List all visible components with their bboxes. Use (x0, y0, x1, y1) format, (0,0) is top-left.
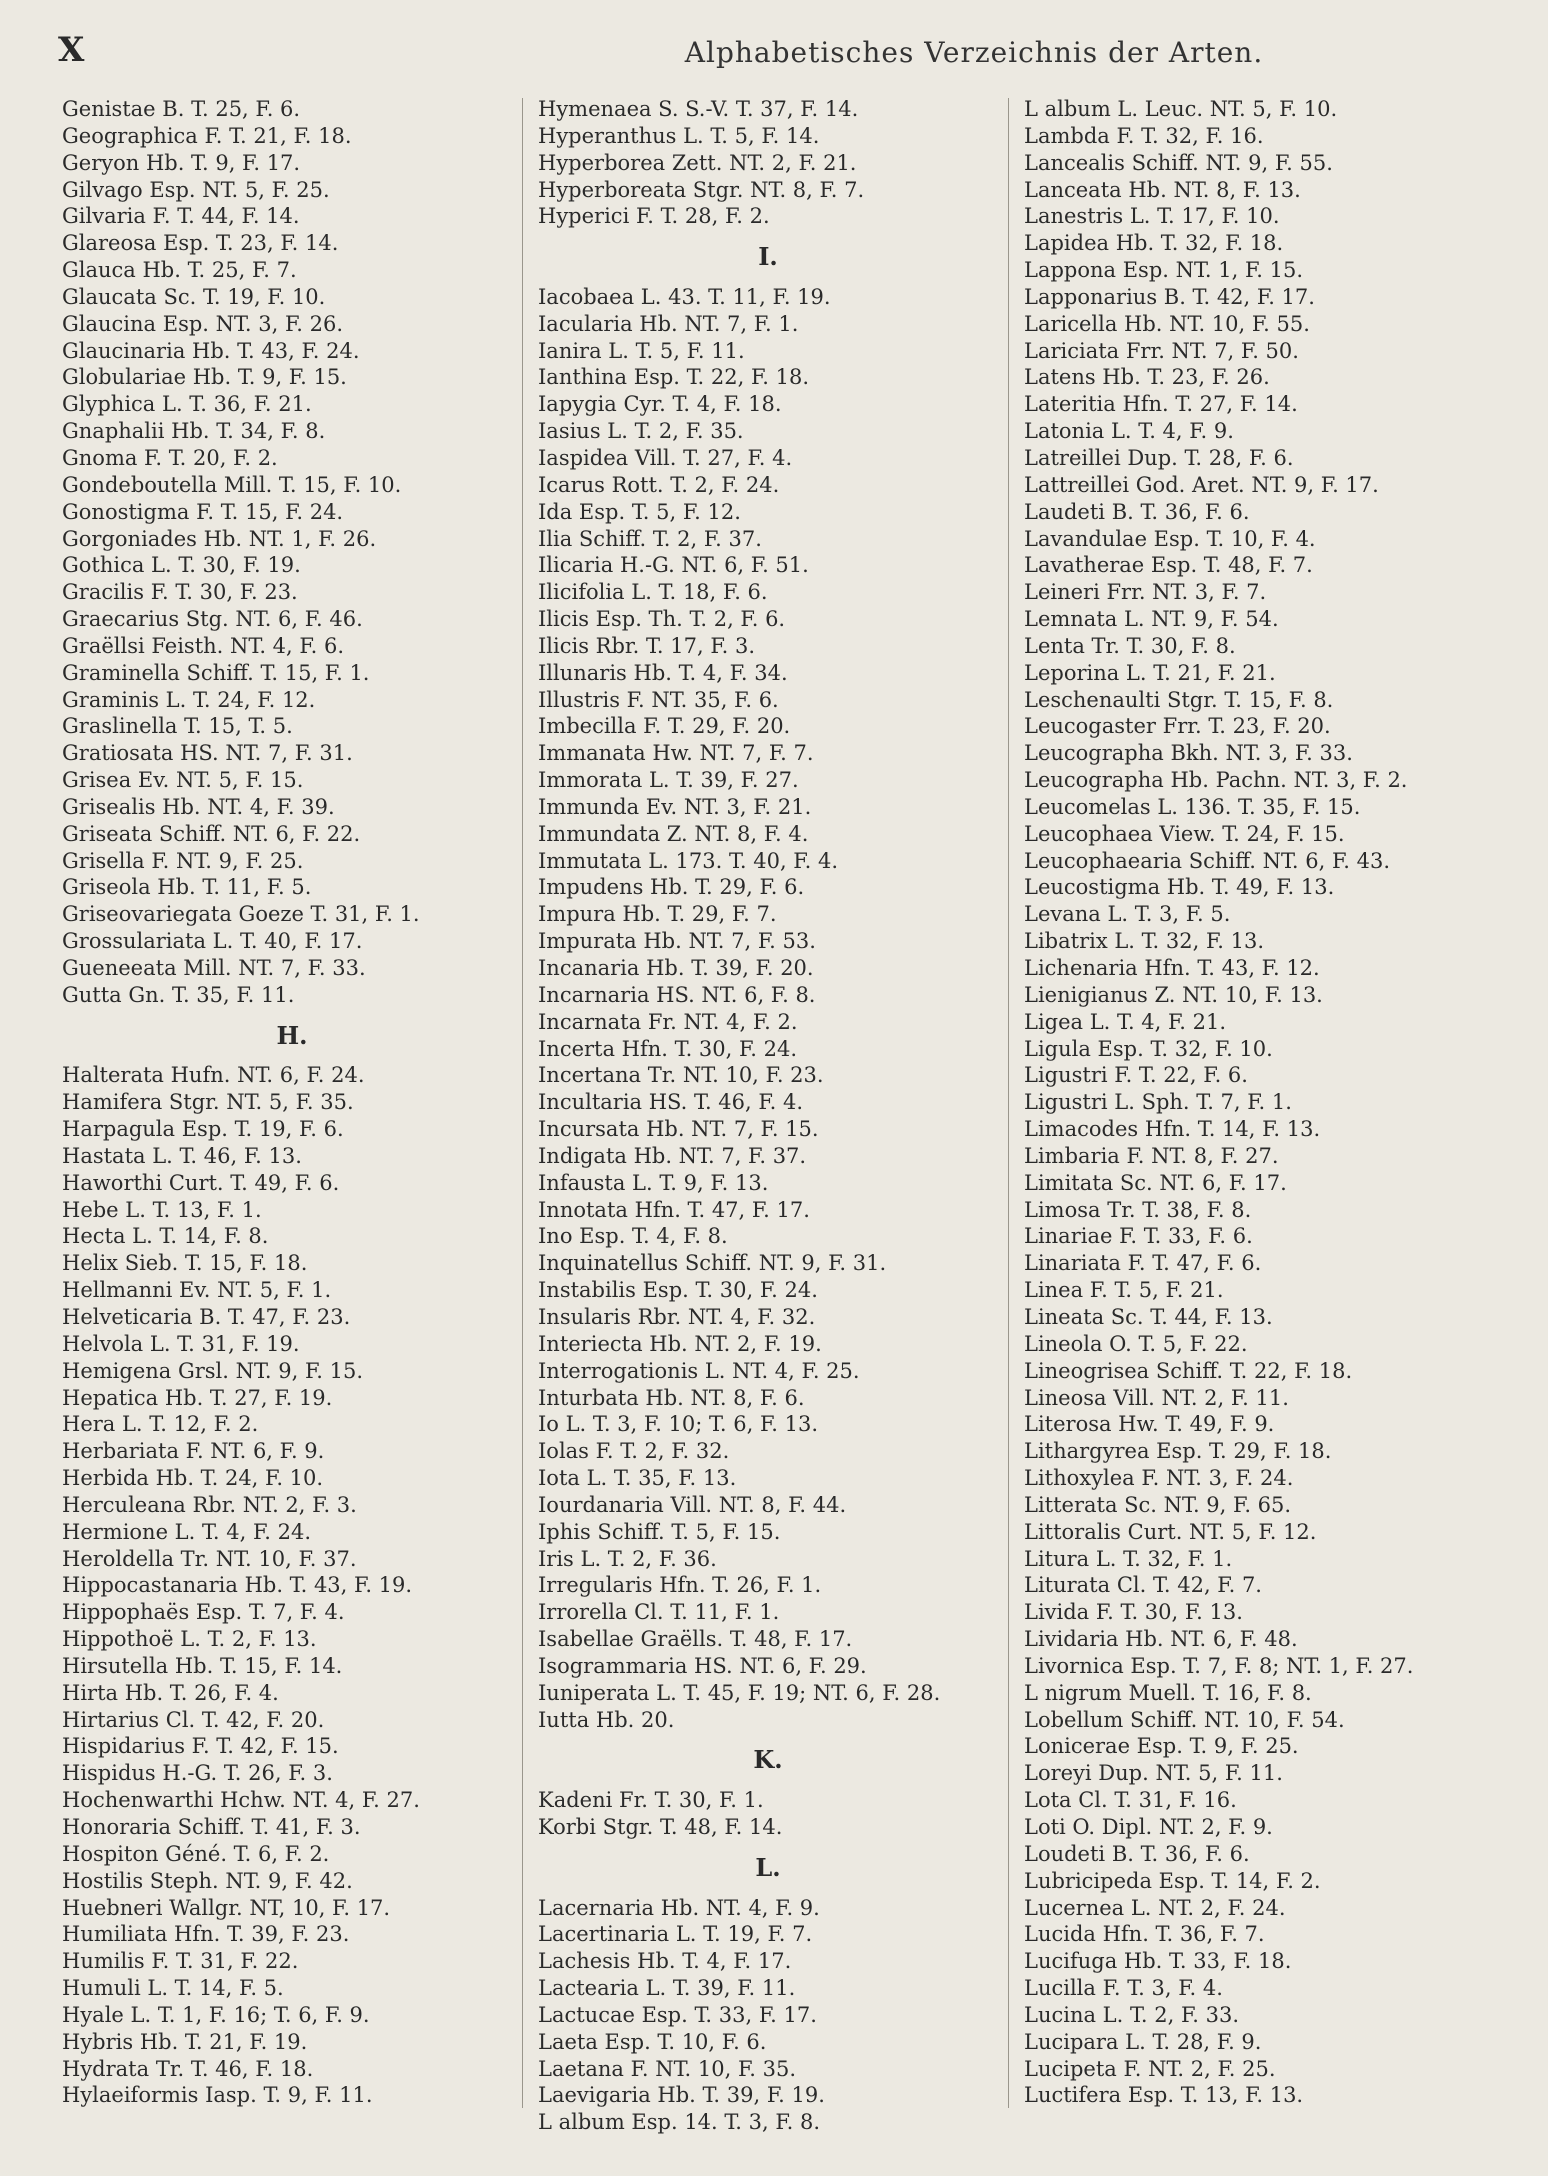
index-entry: Loudeti B. T. 36, F. 6. (1024, 1841, 1250, 1866)
index-entry: Geographica F. T. 21, F. 18. (62, 123, 352, 148)
index-entry: Iphis Schiff. T. 5, F. 15. (538, 1519, 781, 1544)
index-entry: Graslinella T. 15, T. 5. (62, 714, 293, 739)
index-entry: Hochenwarthi Hchw. NT. 4, F. 27. (62, 1788, 420, 1813)
index-entry: Infausta L. T. 9, F. 13. (538, 1170, 769, 1195)
index-entry: Iacularia Hb. NT. 7, F. 1. (538, 311, 799, 336)
index-entry: Hispidus H.-G. T. 26, F. 3. (62, 1761, 333, 1786)
index-entry: Lenta Tr. T. 30, F. 8. (1024, 633, 1236, 658)
index-entry: Herbariata F. NT. 6, F. 9. (62, 1439, 325, 1464)
index-entry: Lineogrisea Schiff. T. 22, F. 18. (1024, 1358, 1353, 1383)
index-entry: Lateritia Hfn. T. 27, F. 14. (1024, 392, 1298, 417)
index-entry: Indigata Hb. NT. 7, F. 37. (538, 1143, 807, 1168)
index-entry: Gueneeata Mill. NT. 7, F. 33. (62, 956, 366, 980)
index-entry: Incanaria Hb. T. 39, F. 20. (538, 956, 814, 980)
index-column-1 (62, 96, 522, 2109)
index-entry: Leucographa Bkh. NT. 3, F. 33. (1024, 741, 1353, 766)
index-entry: Graëllsi Feisth. NT. 4, F. 6. (62, 633, 345, 658)
index-entry: Kadeni Fr. T. 30, F. 1. (538, 1788, 764, 1813)
index-entry: Hospiton Géné. T. 6, F. 2. (62, 1841, 330, 1866)
index-entry: Limosa Tr. T. 38, F. 8. (1024, 1197, 1252, 1222)
index-entry: Lonicerae Esp. T. 9, F. 25. (1024, 1734, 1299, 1759)
index-entry: Lattreillei God. Aret. NT. 9, F. 17. (1024, 472, 1379, 497)
index-entry: Latonia L. T. 4, F. 9. (1024, 419, 1234, 444)
index-entry: Hepatica Hb. T. 27, F. 19. (62, 1385, 333, 1410)
column-divider (522, 98, 523, 2108)
index-entry: Griseovariegata Goeze T. 31, F. 1. (62, 902, 420, 927)
index-entry: Irrorella Cl. T. 11, F. 1. (538, 1600, 780, 1625)
index-entry: Io L. T. 3, F. 10; T. 6, F. 13. (538, 1412, 819, 1437)
index-entry: Glaucata Sc. T. 19, F. 10. (62, 284, 326, 309)
index-entry: Glauca Hb. T. 25, F. 7. (62, 258, 297, 283)
index-entry: Korbi Stgr. T. 48, F. 14. (538, 1815, 783, 1839)
index-entry: Lividaria Hb. NT. 6, F. 48. (1024, 1627, 1298, 1652)
index-entry: Huebneri Wallgr. NT, 10, F. 17. (62, 1895, 391, 1920)
index-entry: Iuniperata L. T. 45, F. 19; NT. 6, F. 28. (538, 1680, 941, 1705)
index-entry: Hybris Hb. T. 21, F. 19. (62, 2029, 308, 2054)
index-entry: Interiecta Hb. NT. 2, F. 19. (538, 1331, 822, 1356)
index-entry: Hellmanni Ev. NT. 5, F. 1. (62, 1278, 332, 1303)
index-entry: Lapidea Hb. T. 32, F. 18. (1024, 231, 1284, 256)
index-entry: Hyperboreata Stgr. NT. 8, F. 7. (538, 177, 865, 202)
index-entry: Lobellum Schiff. NT. 10, F. 54. (1024, 1707, 1345, 1732)
index-entry: Grisella F. NT. 9, F. 25. (62, 848, 304, 873)
index-entry: Laeta Esp. T. 10, F. 6. (538, 2029, 767, 2054)
index-entry: Humiliata Hfn. T. 39, F. 23. (62, 1922, 350, 1947)
index-entry: Lithoxylea F. NT. 3, F. 24. (1024, 1466, 1294, 1491)
index-entry: Graminis L. T. 24, F. 12. (62, 687, 316, 712)
index-entry: Griseata Schiff. NT. 6, F. 22. (62, 821, 361, 846)
index-entry: Ida Esp. T. 5, F. 12. (538, 499, 741, 524)
index-entry: Limitata Sc. NT. 6, F. 17. (1024, 1170, 1287, 1195)
index-entry: Irregularis Hfn. T. 26, F. 1. (538, 1573, 822, 1598)
index-entry: Leschenaulti Stgr. T. 15, F. 8. (1024, 687, 1334, 712)
index-entry: Laudeti B. T. 36, F. 6. (1024, 499, 1250, 524)
section-letter-heading: K. (753, 1745, 783, 1775)
index-entry: Ianira L. T. 5, F. 11. (538, 338, 745, 363)
index-entry: Lancealis Schiff. NT. 9, F. 55. (1024, 150, 1333, 175)
index-entry: Levana L. T. 3, F. 5. (1024, 902, 1231, 927)
index-entry: Lucilla F. T. 3, F. 4. (1024, 1976, 1223, 2001)
index-entry: Lavandulae Esp. T. 10, F. 4. (1024, 526, 1316, 551)
index-entry: Hirtarius Cl. T. 42, F. 20. (62, 1707, 325, 1732)
index-entry: Ligustri F. T. 22, F. 6. (1024, 1063, 1248, 1088)
index-column-3 (1024, 96, 1484, 2109)
index-entry: Haworthi Curt. T. 49, F. 6. (62, 1170, 340, 1195)
index-entry: Gnoma F. T. 20, F. 2. (62, 445, 278, 470)
index-entry: Iacobaea L. 43. T. 11, F. 19. (538, 284, 831, 309)
index-entry: Halterata Hufn. NT. 6, F. 24. (62, 1063, 365, 1088)
index-entry: Ilia Schiff. T. 2, F. 37. (538, 526, 762, 551)
index-entry: Ilicaria H.-G. NT. 6, F. 51. (538, 553, 809, 578)
index-entry: Limbaria F. NT. 8, F. 27. (1024, 1143, 1279, 1168)
index-entry: Helix Sieb. T. 15, F. 18. (62, 1251, 308, 1276)
index-entry: Loreyi Dup. NT. 5, F. 11. (1024, 1761, 1283, 1786)
index-entry: Hirta Hb. T. 26, F. 4. (62, 1680, 279, 1705)
index-entry: Icarus Rott. T. 2, F. 24. (538, 472, 780, 497)
index-entry: Herculeana Rbr. NT. 2, F. 3. (62, 1492, 357, 1517)
index-entry: Leucomelas L. 136. T. 35, F. 15. (1024, 794, 1361, 819)
index-entry: Gilvago Esp. NT. 5, F. 25. (62, 177, 330, 202)
index-entry: Innotata Hfn. T. 47, F. 17. (538, 1197, 810, 1222)
index-entry: Lichenaria Hfn. T. 43, F. 12. (1024, 956, 1320, 980)
index-entry: Lineola O. T. 5, F. 22. (1024, 1331, 1248, 1356)
index-entry: Griseola Hb. T. 11, F. 5. (62, 875, 312, 900)
index-entry: Hamifera Stgr. NT. 5, F. 35. (62, 1090, 354, 1115)
index-entry: Liturata Cl. T. 42, F. 7. (1024, 1573, 1262, 1598)
index-entry: Libatrix L. T. 32, F. 13. (1024, 929, 1265, 954)
index-entry: Hemigena Grsl. NT. 9, F. 15. (62, 1358, 364, 1383)
index-entry: Impura Hb. T. 29, F. 7. (538, 902, 777, 927)
index-entry: Ligustri L. Sph. T. 7, F. 1. (1024, 1090, 1292, 1115)
index-entry: Grisealis Hb. NT. 4, F. 39. (62, 794, 335, 819)
column-divider (1008, 98, 1009, 2108)
index-entry: Geryon Hb. T. 9, F. 17. (62, 150, 301, 175)
index-entry: Hyperanthus L. T. 5, F. 14. (538, 123, 820, 148)
index-entry: Lubricipeda Esp. T. 14, F. 2. (1024, 1868, 1321, 1893)
index-entry: Leucogaster Frr. T. 23, F. 20. (1024, 714, 1331, 739)
index-entry: Lappona Esp. NT. 1, F. 15. (1024, 258, 1304, 283)
index-entry: Glareosa Esp. T. 23, F. 14. (62, 231, 339, 256)
index-entry: Ianthina Esp. T. 22, F. 18. (538, 365, 810, 390)
index-entry: Lucipeta F. NT. 2, F. 25. (1024, 2056, 1276, 2081)
index-entry: L nigrum Muell. T. 16, F. 8. (1024, 1680, 1312, 1705)
index-entry: Incultaria HS. T. 46, F. 4. (538, 1090, 804, 1115)
section-letter-heading: H. (276, 1020, 308, 1050)
index-entry: Incursata Hb. NT. 7, F. 15. (538, 1117, 819, 1142)
page-title: Alphabetisches Verzeichnis der Arten. (684, 36, 1264, 69)
index-entry: Grossulariata L. T. 40, F. 17. (62, 929, 363, 954)
index-entry: Lavatherae Esp. T. 48, F. 7. (1024, 553, 1313, 578)
index-entry: Hebe L. T. 13, F. 1. (62, 1197, 262, 1222)
index-entry: Honoraria Schiff. T. 41, F. 3. (62, 1815, 361, 1839)
index-entry: Gutta Gn. T. 35, F. 11. (62, 982, 295, 1007)
index-entry: Ino Esp. T. 4, F. 8. (538, 1224, 728, 1249)
index-entry: Lambda F. T. 32, F. 16. (1024, 123, 1264, 148)
index-entry: Hylaeiformis Iasp. T. 9, F. 11. (62, 2083, 373, 2108)
index-entry: Gilvaria F. T. 44, F. 14. (62, 204, 300, 229)
index-entry: Helveticaria B. T. 47, F. 23. (62, 1304, 351, 1329)
index-entry: Hostilis Steph. NT. 9, F. 42. (62, 1868, 353, 1893)
index-entry: Latens Hb. T. 23, F. 26. (1024, 365, 1270, 390)
index-entry: Iris L. T. 2, F. 36. (538, 1546, 717, 1571)
index-entry: Luctifera Esp. T. 13, F. 13. (1024, 2083, 1304, 2108)
index-entry: Illustris F. NT. 35, F. 6. (538, 687, 779, 712)
index-entry: Gorgoniades Hb. NT. 1, F. 26. (62, 526, 377, 551)
index-entry: Hirsutella Hb. T. 15, F. 14. (62, 1653, 343, 1678)
index-entry: Leineri Frr. NT. 3, F. 7. (1024, 580, 1267, 605)
index-entry: Livornica Esp. T. 7, F. 8; NT. 1, F. 27. (1024, 1653, 1414, 1678)
section-letter-heading: L. (755, 1852, 781, 1882)
index-entry: Interrogationis L. NT. 4, F. 25. (538, 1358, 860, 1383)
index-entry: Glyphica L. T. 36, F. 21. (62, 392, 312, 417)
index-entry: Lucernea L. NT. 2, F. 24. (1024, 1895, 1286, 1920)
index-entry: Hyale L. T. 1, F. 16; T. 6, F. 9. (62, 2002, 370, 2027)
index-entry: Laetana F. NT. 10, F. 35. (538, 2056, 796, 2081)
index-entry: Imbecilla F. T. 29, F. 20. (538, 714, 791, 739)
index-entry: Helvola L. T. 31, F. 19. (62, 1331, 300, 1356)
index-entry: Literosa Hw. T. 49, F. 9. (1024, 1412, 1275, 1437)
index-entry: Lariciata Frr. NT. 7, F. 50. (1024, 338, 1299, 363)
index-entry: Harpagula Esp. T. 19, F. 6. (62, 1117, 344, 1142)
index-entry: Lacertinaria L. T. 19, F. 7. (538, 1922, 813, 1947)
index-entry: Incarnata Fr. NT. 4, F. 2. (538, 1009, 798, 1034)
index-entry: Gonostigma F. T. 15, F. 24. (62, 499, 344, 524)
index-entry: Leucostigma Hb. T. 49, F. 13. (1024, 875, 1335, 900)
page-number: X (58, 30, 86, 70)
index-entry: Linea F. T. 5, F. 21. (1024, 1278, 1224, 1303)
index-entry: Insularis Rbr. NT. 4, F. 32. (538, 1304, 816, 1329)
index-entry: Herbida Hb. T. 24, F. 10. (62, 1466, 324, 1491)
index-entry: Ligula Esp. T. 32, F. 10. (1024, 1036, 1273, 1061)
index-entry: Litterata Sc. NT. 9, F. 65. (1024, 1492, 1292, 1517)
index-entry: L album L. Leuc. NT. 5, F. 10. (1024, 97, 1338, 121)
index-entry: Lapponarius B. T. 42, F. 17. (1024, 284, 1315, 309)
index-entry: Iota L. T. 35, F. 13. (538, 1466, 737, 1491)
index-entry: Lactucae Esp. T. 33, F. 17. (538, 2002, 817, 2027)
index-entry: Lanceata Hb. NT. 8, F. 13. (1024, 177, 1301, 202)
index-entry: Glaucinaria Hb. T. 43, F. 24. (62, 338, 360, 363)
index-entry: Hermione L. T. 4, F. 24. (62, 1519, 312, 1544)
index-entry: Lucina L. T. 2, F. 33. (1024, 2002, 1239, 2027)
index-entry: Leucographa Hb. Pachn. NT. 3, F. 2. (1024, 768, 1408, 793)
index-entry: Laevigaria Hb. T. 39, F. 19. (538, 2083, 825, 2108)
index-entry: Immundata Z. NT. 8, F. 4. (538, 821, 809, 846)
index-entry: Ligea L. T. 4, F. 21. (1024, 1009, 1227, 1034)
index-entry: Graminella Schiff. T. 15, F. 1. (62, 660, 370, 685)
index-entry: Lemnata L. NT. 9, F. 54. (1024, 607, 1279, 632)
index-entry: Lota Cl. T. 31, F. 16. (1024, 1788, 1237, 1813)
index-entry: Latreillei Dup. T. 28, F. 6. (1024, 445, 1294, 470)
index-entry: Immanata Hw. NT. 7, F. 7. (538, 741, 814, 766)
index-entry: Iutta Hb. 20. (538, 1707, 675, 1732)
section-letter-heading: I. (758, 242, 778, 272)
index-entry: Leucophaearia Schiff. NT. 6, F. 43. (1024, 848, 1391, 873)
index-entry: Lucida Hfn. T. 36, F. 7. (1024, 1922, 1265, 1947)
index-entry: Isogrammaria HS. NT. 6, F. 29. (538, 1653, 867, 1678)
index-entry: Limacodes Hfn. T. 14, F. 13. (1024, 1117, 1321, 1142)
index-entry: Immutata L. 173. T. 40, F. 4. (538, 848, 838, 873)
index-entry: Lachesis Hb. T. 4, F. 17. (538, 1949, 792, 1974)
index-entry: Littoralis Curt. NT. 5, F. 12. (1024, 1519, 1317, 1544)
index-entry: Gnaphalii Hb. T. 34, F. 8. (62, 419, 326, 444)
index-entry: Hastata L. T. 46, F. 13. (62, 1143, 302, 1168)
index-entry: Impudens Hb. T. 29, F. 6. (538, 875, 805, 900)
index-entry: Instabilis Esp. T. 30, F. 24. (538, 1278, 818, 1303)
index-entry: Humilis F. T. 31, F. 22. (62, 1949, 299, 1974)
index-entry: Hippocastanaria Hb. T. 43, F. 19. (62, 1573, 413, 1598)
index-entry: Hera L. T. 12, F. 2. (62, 1412, 259, 1437)
index-entry: Lucipara L. T. 28, F. 9. (1024, 2029, 1262, 2054)
index-entry: Lineosa Vill. NT. 2, F. 11. (1024, 1385, 1289, 1410)
index-entry: Glaucina Esp. NT. 3, F. 26. (62, 311, 344, 336)
index-entry: Grisea Ev. NT. 5, F. 15. (62, 768, 304, 793)
index-entry: Incarnaria HS. NT. 6, F. 8. (538, 982, 816, 1007)
index-entry: Lineata Sc. T. 44, F. 13. (1024, 1304, 1273, 1329)
index-entry: Livida F. T. 30, F. 13. (1024, 1600, 1243, 1625)
index-entry: Genistae B. T. 25, F. 6. (62, 97, 301, 121)
index-entry: Globulariae Hb. T. 9, F. 15. (62, 365, 347, 390)
index-entry: Lanestris L. T. 17, F. 10. (1024, 204, 1280, 229)
index-entry: Ilicifolia L. T. 18, F. 6. (538, 580, 768, 605)
index-entry: Heroldella Tr. NT. 10, F. 37. (62, 1546, 357, 1571)
index-entry: Humuli L. T. 14, F. 5. (62, 1976, 284, 2001)
index-entry: Iasius L. T. 2, F. 35. (538, 419, 744, 444)
index-entry: Linariae F. T. 33, F. 6. (1024, 1224, 1253, 1249)
index-entry: Gondeboutella Mill. T. 15, F. 10. (62, 472, 402, 497)
index-entry: Immorata L. T. 39, F. 27. (538, 768, 799, 793)
index-entry: Hippophaës Esp. T. 7, F. 4. (62, 1600, 345, 1625)
index-entry: Lucifuga Hb. T. 33, F. 18. (1024, 1949, 1292, 1974)
index-entry: Laricella Hb. NT. 10, F. 55. (1024, 311, 1310, 336)
index-entry: Immunda Ev. NT. 3, F. 21. (538, 794, 812, 819)
index-entry: Hecta L. T. 14, F. 8. (62, 1224, 269, 1249)
index-entry: Impurata Hb. NT. 7, F. 53. (538, 929, 816, 954)
index-entry: Hyperborea Zett. NT. 2, F. 21. (538, 150, 857, 175)
index-entry: Gracilis F. T. 30, F. 23. (62, 580, 298, 605)
index-entry: Lacernaria Hb. NT. 4, F. 9. (538, 1895, 820, 1920)
index-entry: Ilicis Esp. Th. T. 2, F. 6. (538, 607, 786, 632)
index-entry: Inquinatellus Schiff. NT. 9, F. 31. (538, 1251, 887, 1276)
index-entry: Leporina L. T. 21, F. 21. (1024, 660, 1276, 685)
index-entry: Incerta Hfn. T. 30, F. 24. (538, 1036, 798, 1061)
index-entry: Lithargyrea Esp. T. 29, F. 18. (1024, 1439, 1332, 1464)
index-column-2 (538, 96, 998, 2136)
index-entry: Leucophaea View. T. 24, F. 15. (1024, 821, 1345, 846)
index-entry: Litura L. T. 32, F. 1. (1024, 1546, 1233, 1571)
index-entry: Hyperici F. T. 28, F. 2. (538, 204, 770, 229)
index-entry: Hymenaea S. S.-V. T. 37, F. 14. (538, 97, 859, 121)
index-entry: Inturbata Hb. NT. 8, F. 6. (538, 1385, 805, 1410)
index-entry: Incertana Tr. NT. 10, F. 23. (538, 1063, 824, 1088)
index-entry: Iourdanaria Vill. NT. 8, F. 44. (538, 1492, 847, 1517)
index-entry: Iapygia Cyr. T. 4, F. 18. (538, 392, 782, 417)
index-entry: Iolas F. T. 2, F. 32. (538, 1439, 730, 1464)
index-entry: Illunaris Hb. T. 4, F. 34. (538, 660, 788, 685)
index-entry: L album Esp. 14. T. 3, F. 8. (538, 2110, 821, 2135)
index-entry: Hydrata Tr. T. 46, F. 18. (62, 2056, 314, 2081)
index-entry: Hippothoë L. T. 2, F. 13. (62, 1627, 317, 1652)
index-entry: Lienigianus Z. NT. 10, F. 13. (1024, 982, 1323, 1007)
index-entry: Iaspidea Vill. T. 27, F. 4. (538, 445, 793, 470)
index-entry: Hispidarius F. T. 42, F. 15. (62, 1734, 339, 1759)
index-entry: Gothica L. T. 30, F. 19. (62, 553, 301, 578)
index-entry: Gratiosata HS. NT. 7, F. 31. (62, 741, 353, 766)
index-entry: Ilicis Rbr. T. 17, F. 3. (538, 633, 756, 658)
index-entry: Graecarius Stg. NT. 6, F. 46. (62, 607, 363, 632)
index-entry: Lactearia L. T. 39, F. 11. (538, 1976, 796, 2001)
index-entry: Loti O. Dipl. NT. 2, F. 9. (1024, 1815, 1273, 1839)
index-entry: Linariata F. T. 47, F. 6. (1024, 1251, 1262, 1276)
index-entry: Isabellae Graëlls. T. 48, F. 17. (538, 1627, 853, 1652)
